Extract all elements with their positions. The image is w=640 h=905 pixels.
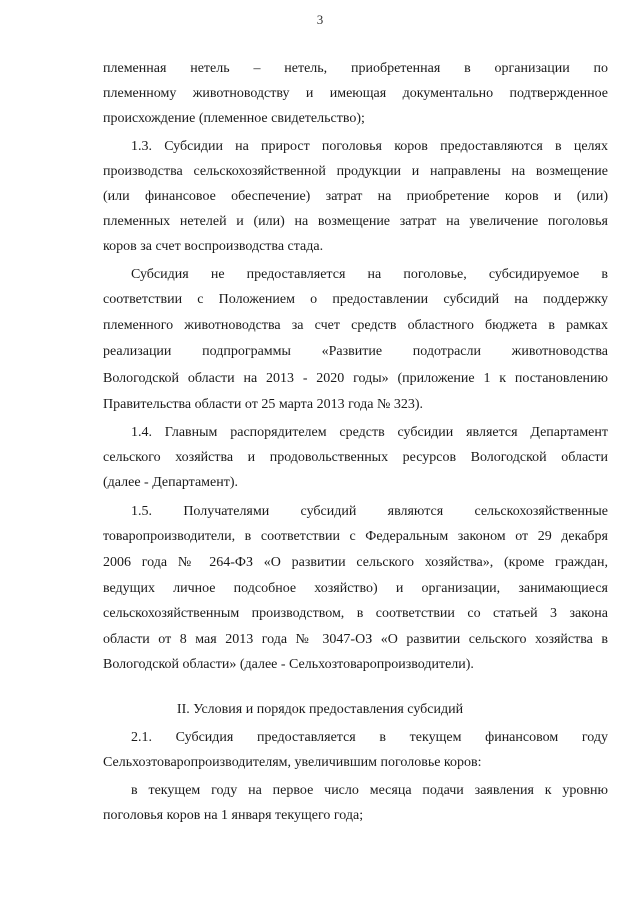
text-line: в текущем году на первое число месяца подачи заявления к уровню	[131, 783, 608, 798]
text-line: 1.3. Субсидии на прирост поголовья коров предоставляются в целях	[131, 139, 608, 154]
text-line: производства сельскохозяйственной продукции и направлены на возмещение	[103, 164, 608, 179]
text-line: Вологодской области» (далее - Сельхозтоваропроизводители).	[103, 657, 474, 672]
text-line: Сельхозтоваропроизводителям, увеличившим поголовье коров:	[103, 755, 482, 770]
text-line: сельского хозяйства и продовольственных ресурсов Вологодской области	[103, 450, 608, 465]
text-line: племенному животноводству и имеющая документально подтвержденное	[103, 86, 608, 101]
text-line: племенных нетелей и (или) на возмещение затрат на увеличение поголовья	[103, 214, 608, 229]
page-number: 3	[316, 12, 324, 27]
text-line: (или финансовое обеспечение) затрат на приобретение коров и (или)	[103, 189, 608, 204]
text-line: Вологодской области на 2013 - 2020 годы» (приложение 1 к постановлению	[103, 371, 608, 386]
text-line: 2.1. Субсидия предоставляется в текущем финансовом году	[131, 730, 608, 745]
section-heading: II. Условия и порядок предоставления субсидий	[176, 702, 464, 717]
text-line: 1.4. Главным распорядителем средств субсидии является Департамент	[131, 425, 608, 440]
text-line: (далее - Департамент).	[103, 475, 239, 490]
text-line: коров за счет воспроизводства стада.	[103, 239, 324, 254]
text-line: племенная нетель – нетель, приобретенная в организации по	[103, 61, 608, 76]
text-line: поголовья коров на 1 января текущего года;	[103, 808, 364, 823]
text-line: 1.5. Получателями субсидий являются сельскохозяйственные	[131, 504, 608, 519]
text-line: области от 8 мая 2013 года № 3047-ОЗ «О развитии сельского хозяйства в	[103, 632, 608, 647]
text-line: товаропроизводители, в соответствии с Федеральным законом от 29 декабря	[103, 529, 608, 544]
text-line: соответствии с Положением о предоставлении субсидий на поддержку	[103, 292, 608, 307]
text-line: происхождение (племенное свидетельство);	[103, 111, 365, 126]
text-line: Субсидия не предоставляется на поголовье, субсидируемое в	[131, 267, 608, 282]
text-line: ведущих личное подсобное хозяйство) и организации, занимающиеся	[103, 581, 608, 596]
text-line: 2006 года № 264-ФЗ «О развитии сельского хозяйства», (кроме граждан,	[103, 555, 608, 570]
text-line: реализации подпрограммы «Развитие подотрасли животноводства	[103, 344, 608, 359]
text-line: племенного животноводства за счет средств областного бюджета в рамках	[103, 318, 608, 333]
text-line: Правительства области от 25 марта 2013 года № 323).	[103, 397, 423, 412]
text-line: сельскохозяйственным производством, в соответствии со статьей 3 закона	[103, 606, 608, 621]
